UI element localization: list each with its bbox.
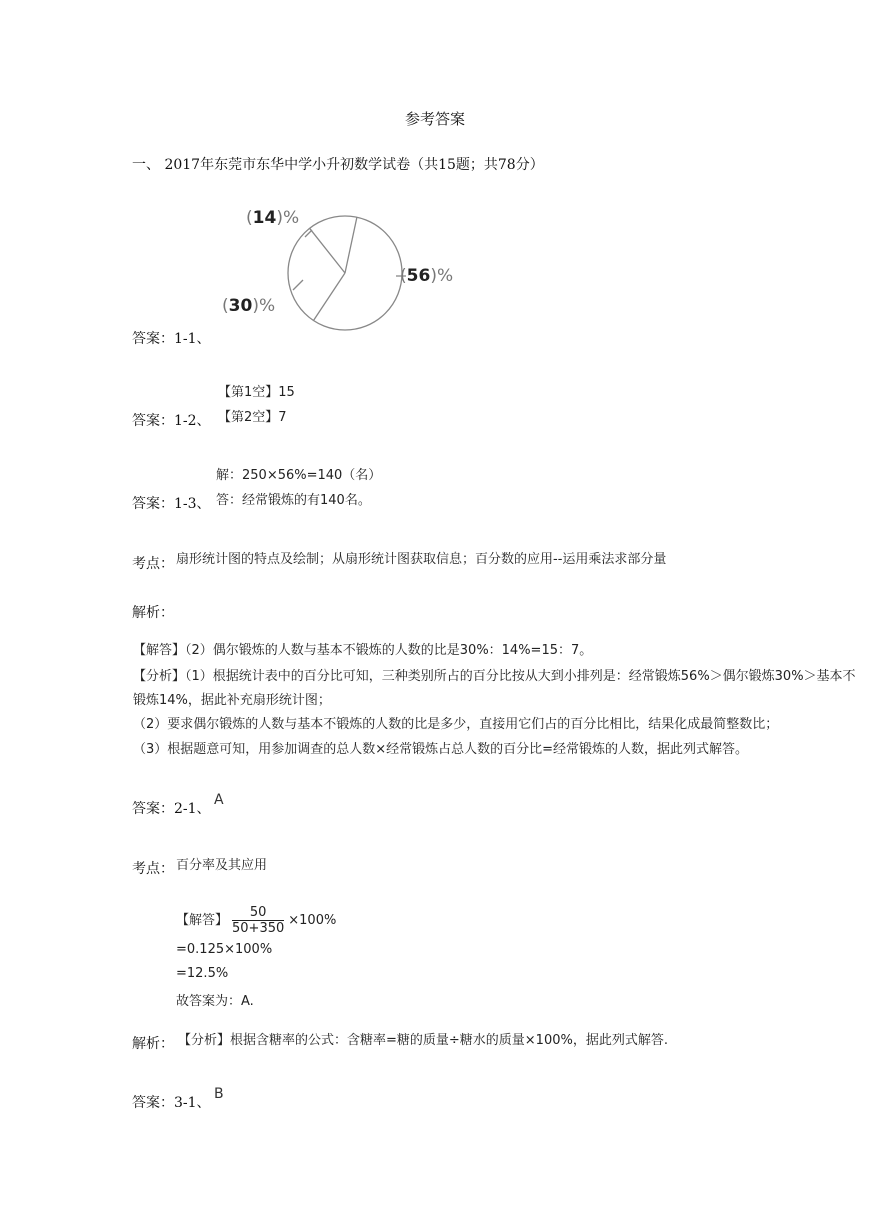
answer-1-3-calc: 解：250×56%=140（名） <box>216 468 382 483</box>
label-tick-30 <box>293 280 303 290</box>
kaodian-label-1: 考点： <box>132 556 174 572</box>
jiexi-text-2: 【分析】根据含糖率的公式：含糖率=糖的质量÷糖水的质量×100%，据此列式解答. <box>178 1033 668 1048</box>
jiexi-line-4: （2）要求偶尔锻炼的人数与基本不锻炼的人数的比是多少，直接用它们占的百分比相比，结果化成最简整数比； <box>133 717 779 732</box>
pie-slice-boundary <box>310 228 345 273</box>
jiexi-line-2: 【分析】（1）根据统计表中的百分比可知，三种类别所占的百分比按从大到小排列是：经常锻炼56%＞偶尔锻炼30%＞基本不 <box>133 669 856 684</box>
fraction <box>232 905 284 936</box>
solution-2-prefix: 【解答】 <box>176 913 229 928</box>
pie-label-30: (30)% <box>222 296 276 316</box>
pie-slice-boundary <box>314 273 346 321</box>
page-title: 参考答案 <box>405 110 466 128</box>
pie-value-14: 14 <box>252 208 277 228</box>
solution-2-line-3: =12.5% <box>176 966 229 981</box>
solution-2-line-2: =0.125×100% <box>176 942 273 957</box>
answer-label-1-2: 答案：1-2、 <box>132 413 211 429</box>
solution-2-line-1 <box>176 905 336 936</box>
answer-3-1-value: B <box>214 1086 224 1102</box>
kaodian-text-2: 百分率及其应用 <box>176 858 268 873</box>
pie-value-56: 56 <box>406 266 431 286</box>
answer-label-1-1: 答案：1-1、 <box>132 331 211 347</box>
answer-label-1-3: 答案：1-3、 <box>132 496 211 512</box>
pie-slice-boundary <box>345 217 357 273</box>
kaodian-label-2: 考点： <box>132 861 174 877</box>
pie-value-30: 30 <box>228 296 253 316</box>
answer-1-2-blank1: 【第1空】15 <box>218 385 295 400</box>
jiexi-line-1: 【解答】（2）偶尔锻炼的人数与基本不锻炼的人数的比是30%：14%=15：7。 <box>133 643 593 658</box>
answer-2-1-value: A <box>214 792 224 808</box>
kaodian-text-1: 扇形统计图的特点及绘制；从扇形统计图获取信息；百分数的应用--运用乘法求部分量 <box>176 552 667 567</box>
answer-1-2-blank2: 【第2空】7 <box>218 410 287 425</box>
jiexi-label-1: 解析： <box>132 605 174 621</box>
pie-label-56: (56)% <box>400 266 454 286</box>
solution-2-line-4: 故答案为：A. <box>176 994 254 1009</box>
section-heading: 一、 2017年东莞市东华中学小升初数学试卷（共15题；共78分） <box>132 157 544 173</box>
answer-label-2-1: 答案：2-1、 <box>132 801 211 817</box>
fraction-numerator: 50 <box>232 905 284 921</box>
answer-label-3-1: 答案：3-1、 <box>132 1095 211 1111</box>
fraction-denominator: 50+350 <box>232 921 285 936</box>
answer-1-3-reply: 答：经常锻炼的有140名。 <box>216 493 371 508</box>
jiexi-line-5: （3）根据题意可知，用参加调查的总人数×经常锻炼占总人数的百分比=经常锻炼的人数，据此列式解答。 <box>133 742 749 757</box>
pie-label-14: (14)% <box>246 208 300 228</box>
solution-2-suffix: ×100% <box>288 913 337 928</box>
jiexi-label-2: 解析： <box>132 1036 174 1052</box>
jiexi-line-3: 锻炼14%，据此补充扇形统计图； <box>133 693 331 708</box>
